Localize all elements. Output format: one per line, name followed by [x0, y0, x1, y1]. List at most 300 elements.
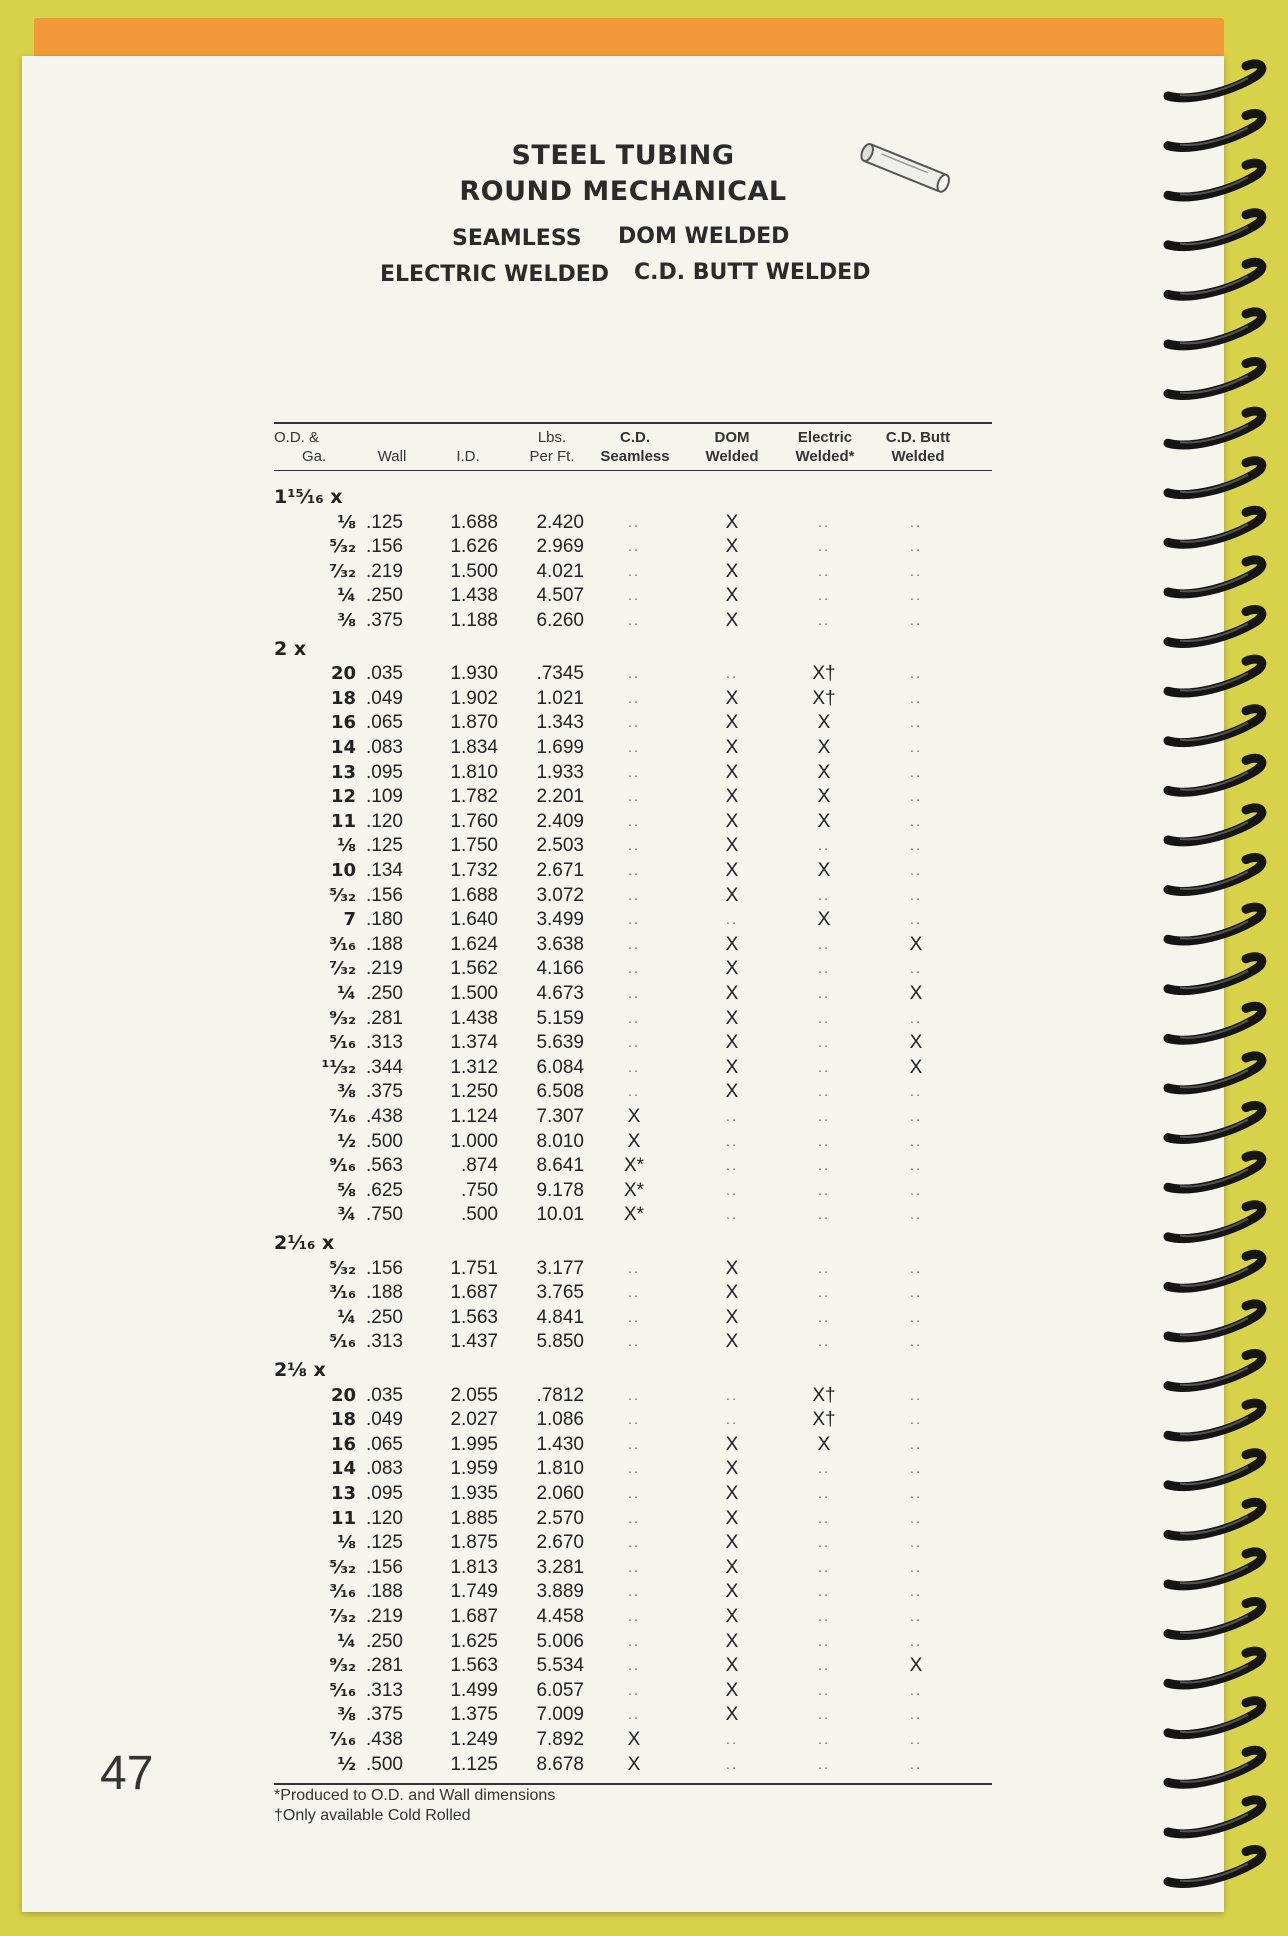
cell-ga: ⅜ — [337, 1704, 356, 1726]
table-row — [274, 1531, 992, 1555]
table-row — [274, 933, 992, 957]
table-bottom-rule — [274, 1783, 992, 1785]
cell-lbs: 2.060 — [536, 1483, 584, 1504]
cell-dom: .. — [725, 911, 739, 929]
cell-cds: .. — [627, 739, 641, 756]
cell-cds: .. — [627, 1608, 641, 1625]
cell-cds: X — [627, 1106, 641, 1127]
title-line-2: ROUND MECHANICAL — [459, 176, 787, 207]
cell-dom: X — [725, 610, 739, 631]
spiral-coil — [1168, 411, 1262, 445]
cell-id: 1.688 — [450, 884, 498, 906]
cell-cdb: .. — [909, 1435, 923, 1453]
cell-ga: 20 — [330, 1384, 356, 1406]
cell-cdb: .. — [909, 665, 923, 683]
table-row — [274, 1482, 992, 1506]
header-cdb-line2: Welded — [891, 448, 945, 465]
cell-ew: X — [817, 860, 831, 881]
cell-ga: 13 — [330, 761, 356, 783]
cell-lbs: 6.057 — [536, 1679, 584, 1701]
cell-wall: .180 — [366, 909, 403, 931]
cell-ga: ⅝ — [337, 1179, 356, 1201]
cell-cdb: .. — [909, 1706, 923, 1724]
cell-ga: ¹¹⁄₃₂ — [321, 1056, 356, 1078]
cell-cdb: .. — [909, 1386, 923, 1404]
cell-ew: .. — [817, 1632, 831, 1650]
header-dom-line1: DOM — [714, 429, 750, 446]
cell-ew: .. — [817, 1608, 831, 1625]
cell-ew: X† — [812, 663, 836, 685]
cell-id: 1.885 — [450, 1507, 498, 1529]
cell-lbs: 2.670 — [536, 1532, 584, 1554]
table-row — [274, 1457, 992, 1481]
cell-dom: X — [725, 983, 739, 1004]
cell-cdb: .. — [909, 1083, 923, 1101]
spiral-coil — [1168, 1602, 1262, 1636]
header-dom-welded — [694, 428, 770, 466]
cell-lbs: 8.010 — [536, 1130, 584, 1152]
header-cdb-line1: C.D. Butt — [885, 429, 951, 446]
cell-dom: .. — [725, 1157, 739, 1175]
cell-wall: .156 — [366, 536, 403, 558]
cell-ga: ⁵⁄₃₂ — [329, 884, 356, 906]
spiral-coil — [1168, 1502, 1262, 1536]
cell-id: 1.930 — [450, 663, 498, 685]
spiral-coil — [1168, 1403, 1262, 1437]
cell-dom: X — [725, 560, 739, 582]
cell-id: 1.375 — [450, 1704, 498, 1726]
spiral-coil — [1168, 1254, 1262, 1288]
cell-lbs: 5.850 — [536, 1331, 584, 1353]
cell-dom: X — [725, 1581, 739, 1603]
cell-ga: ⁵⁄₁₆ — [329, 1331, 356, 1353]
cell-cdb: .. — [909, 812, 923, 830]
cell-lbs: 8.641 — [536, 1155, 584, 1177]
cell-dom: X — [725, 1282, 739, 1304]
cell-lbs: 2.671 — [536, 860, 584, 881]
spiral-coil — [1168, 461, 1262, 495]
cell-wall: .109 — [366, 786, 403, 808]
cell-wall: .313 — [366, 1032, 403, 1054]
cell-ga: ⁷⁄₃₂ — [329, 560, 356, 582]
cell-ew: .. — [817, 886, 831, 904]
spiral-coil — [1168, 1850, 1262, 1884]
cell-cdb: X — [909, 1655, 923, 1677]
cell-wall: .188 — [366, 1282, 403, 1304]
cell-dom: X — [725, 835, 739, 857]
cell-ga: ¼ — [337, 1306, 356, 1328]
table-row — [274, 662, 992, 686]
cell-ew: X — [817, 786, 831, 808]
cell-ga: 12 — [330, 786, 356, 808]
cell-ga: 14 — [330, 737, 356, 758]
cell-cdb: .. — [909, 1411, 923, 1429]
cell-lbs: 4.673 — [536, 983, 584, 1004]
cell-dom: X — [725, 958, 739, 980]
group-label: 2¹⁄₁₆ x — [274, 1232, 335, 1254]
cell-cdb: .. — [909, 1157, 923, 1175]
cell-lbs: 4.458 — [536, 1606, 584, 1627]
cell-ew: X† — [812, 687, 836, 709]
cell-wall: .125 — [366, 835, 403, 857]
cell-ew: .. — [817, 1132, 831, 1150]
cell-id: 1.749 — [450, 1581, 498, 1603]
cell-lbs: 7.307 — [536, 1106, 584, 1127]
cell-lbs: 2.420 — [536, 511, 584, 533]
cell-id: 1.870 — [450, 712, 498, 734]
cell-wall: .313 — [366, 1679, 403, 1701]
spiral-coil — [1168, 1800, 1262, 1834]
table-top-rule — [274, 422, 992, 424]
cell-dom: X — [725, 933, 739, 955]
cell-ga: 11 — [330, 1507, 356, 1529]
cell-dom: X — [725, 1032, 739, 1054]
cell-cdb: .. — [909, 1583, 923, 1601]
cell-id: 1.438 — [450, 1007, 498, 1029]
cell-ew: X — [817, 810, 831, 832]
cell-wall: .083 — [366, 737, 403, 758]
cell-wall: .375 — [366, 610, 403, 631]
cell-cds: .. — [627, 1460, 641, 1478]
cell-ew: .. — [817, 1284, 831, 1302]
page-title — [22, 138, 1224, 210]
cell-ga: ⁹⁄₃₂ — [329, 1655, 356, 1677]
cell-cds: .. — [627, 587, 641, 605]
table-row — [274, 785, 992, 809]
cell-id: 1.760 — [450, 810, 498, 832]
cell-lbs: 3.072 — [536, 884, 584, 906]
cell-ga: ⁹⁄₃₂ — [329, 1007, 356, 1029]
cell-id: 1.124 — [450, 1106, 498, 1127]
table-row — [274, 1679, 992, 1703]
cell-wall: .625 — [366, 1179, 403, 1201]
cell-id: 1.250 — [450, 1081, 498, 1103]
cell-cdb: .. — [909, 1308, 923, 1326]
process-dom-welded: DOM WELDED — [618, 224, 790, 249]
cell-dom: X — [725, 1331, 739, 1353]
cell-cds: .. — [627, 689, 641, 707]
cell-cds: .. — [627, 960, 641, 978]
cell-cdb: .. — [909, 1485, 923, 1502]
cell-dom: X — [725, 1532, 739, 1554]
cell-id: 1.810 — [450, 761, 498, 783]
table-row — [274, 1384, 992, 1408]
cell-ga: ⁹⁄₁₆ — [329, 1155, 356, 1177]
cell-cds: .. — [627, 1632, 641, 1650]
footnote-dagger: †Only available Cold Rolled — [274, 1807, 471, 1825]
cell-id: 1.625 — [450, 1630, 498, 1652]
cell-cds: .. — [627, 1058, 641, 1076]
table-row — [274, 1728, 992, 1752]
cell-id: 1.499 — [450, 1679, 498, 1701]
cell-wall: .035 — [366, 663, 403, 685]
cell-lbs: .7812 — [536, 1384, 584, 1406]
cell-cds: .. — [627, 1386, 641, 1404]
table-header-rule — [274, 470, 992, 471]
cell-ew: X — [817, 712, 831, 734]
cell-lbs: 2.570 — [536, 1507, 584, 1529]
spiral-coil — [1168, 1701, 1262, 1735]
cell-lbs: 1.343 — [536, 712, 584, 734]
cell-lbs: 9.178 — [536, 1179, 584, 1201]
table-row — [274, 1408, 992, 1432]
cell-dom: X — [725, 536, 739, 558]
header-ew-line1: Electric — [797, 429, 853, 446]
table-row — [274, 1306, 992, 1330]
group-label: 2 x — [274, 637, 307, 660]
cell-lbs: 7.009 — [536, 1704, 584, 1726]
cell-wall: .344 — [366, 1056, 403, 1078]
cell-id: 1.437 — [450, 1331, 498, 1353]
cell-ga: ¼ — [337, 1630, 356, 1652]
cell-dom: X — [725, 810, 739, 832]
cell-cds: .. — [627, 538, 641, 556]
spiral-coil — [1168, 1006, 1262, 1040]
cell-ga: 11 — [330, 810, 356, 832]
cell-cdb: .. — [909, 788, 923, 806]
cell-ew: X† — [812, 1409, 836, 1431]
cell-wall: .438 — [366, 1729, 403, 1750]
cell-lbs: 5.534 — [536, 1655, 584, 1677]
cell-lbs: 10.01 — [536, 1204, 584, 1226]
spiral-coil — [1168, 1056, 1262, 1090]
cell-wall: .281 — [366, 1655, 403, 1677]
cell-ew: .. — [817, 1083, 831, 1101]
table-row — [274, 1179, 992, 1203]
page-number: 47 — [100, 1747, 154, 1800]
cell-ew: .. — [817, 1755, 831, 1773]
cell-id: 1.125 — [450, 1753, 498, 1775]
table-row — [274, 1703, 992, 1727]
cell-ew: .. — [817, 612, 831, 629]
cell-ew: .. — [817, 1157, 831, 1175]
header-cds-line1: C.D. — [620, 429, 650, 446]
cell-dom: X — [725, 1306, 739, 1328]
cell-wall: .563 — [366, 1155, 403, 1177]
cell-dom: X — [725, 1704, 739, 1726]
cell-cds: .. — [627, 1284, 641, 1302]
header-cd-butt-welded — [878, 428, 958, 466]
cell-ew: .. — [817, 562, 831, 580]
cell-lbs: 3.765 — [536, 1282, 584, 1304]
cell-wall: .750 — [366, 1204, 403, 1226]
cell-id: 1.000 — [450, 1130, 498, 1152]
cell-ga: ⁵⁄₃₂ — [329, 536, 356, 558]
header-od-ga — [274, 428, 334, 466]
cell-cds: .. — [627, 1681, 641, 1699]
cell-id: 1.750 — [450, 835, 498, 857]
spiral-coil — [1168, 1155, 1262, 1189]
header-ew-line2: Welded* — [795, 448, 855, 465]
spiral-coil — [1168, 907, 1262, 941]
cell-wall: .065 — [366, 1433, 403, 1455]
table-row — [274, 711, 992, 735]
table-row — [274, 957, 992, 981]
cell-cds: .. — [627, 1706, 641, 1724]
cell-cds: .. — [627, 714, 641, 732]
cell-dom: X — [725, 860, 739, 881]
cell-ew: .. — [817, 1485, 831, 1502]
table-row — [274, 1630, 992, 1654]
cell-ga: 16 — [330, 1433, 356, 1455]
cell-lbs: 6.260 — [536, 610, 584, 631]
cell-dom: .. — [725, 665, 739, 683]
table-row — [274, 1031, 992, 1055]
table-row — [274, 1556, 992, 1580]
header-id: I.D. — [456, 448, 480, 465]
cell-wall: .188 — [366, 933, 403, 955]
cell-dom: X — [725, 884, 739, 906]
cell-cdb: .. — [909, 739, 923, 756]
table-row — [274, 859, 992, 883]
cell-wall: .375 — [366, 1081, 403, 1103]
cell-id: .750 — [461, 1179, 498, 1201]
cell-wall: .250 — [366, 983, 403, 1004]
header-cd-seamless — [592, 428, 678, 466]
cell-id: 1.834 — [450, 737, 498, 758]
cell-ga: ½ — [337, 1753, 356, 1775]
header-od-ga-line1: O.D. & — [274, 429, 320, 446]
cell-wall: .134 — [366, 860, 403, 881]
cell-dom: X — [725, 761, 739, 783]
cell-wall: .156 — [366, 1556, 403, 1578]
table-row — [274, 1605, 992, 1629]
group-label: 2⅛ x — [274, 1359, 326, 1381]
cell-cdb: .. — [909, 513, 923, 531]
cell-lbs: 5.159 — [536, 1007, 584, 1029]
cell-cdb: .. — [909, 1534, 923, 1552]
cell-cds: X — [627, 1753, 641, 1775]
cell-dom: .. — [725, 1411, 739, 1429]
cell-wall: .065 — [366, 712, 403, 734]
cell-ga: ³⁄₁₆ — [329, 1282, 356, 1304]
cell-cds: .. — [627, 1411, 641, 1429]
cell-wall: .281 — [366, 1007, 403, 1029]
cell-cdb: .. — [909, 1608, 923, 1625]
table-row — [274, 687, 992, 711]
spiral-coil — [1168, 709, 1262, 743]
cell-lbs: .7345 — [536, 663, 584, 685]
cell-ga: ³⁄₁₆ — [329, 1581, 356, 1603]
table-row — [274, 1654, 992, 1678]
spiral-coil — [1168, 64, 1262, 98]
cell-ga: 18 — [330, 1409, 356, 1431]
cell-cdb: .. — [909, 1132, 923, 1150]
cell-wall: .156 — [366, 884, 403, 906]
cell-cdb: .. — [909, 1108, 923, 1125]
table-row — [274, 834, 992, 858]
cell-id: 1.902 — [450, 687, 498, 709]
cell-dom: X — [725, 1507, 739, 1529]
spiral-coil — [1168, 213, 1262, 247]
cell-id: 1.563 — [450, 1306, 498, 1328]
cell-cds: .. — [627, 1333, 641, 1351]
cell-id: 1.732 — [450, 860, 498, 881]
cell-cds: .. — [627, 911, 641, 929]
cell-id: 1.640 — [450, 909, 498, 931]
cell-ga: ⁵⁄₁₆ — [329, 1679, 356, 1701]
cell-ga: 13 — [330, 1483, 356, 1504]
cell-dom: X — [725, 511, 739, 533]
cell-dom: X — [725, 1257, 739, 1279]
cell-lbs: 2.503 — [536, 835, 584, 857]
cell-wall: .375 — [366, 1704, 403, 1726]
cell-ew: .. — [817, 960, 831, 978]
header-lbs-per-ft — [514, 428, 590, 466]
cell-cds: .. — [627, 612, 641, 629]
cell-ew: .. — [817, 1731, 831, 1748]
cell-ga: 18 — [330, 687, 356, 709]
header-lbs-line1: Lbs. — [537, 429, 567, 446]
cell-cds: .. — [627, 1558, 641, 1576]
cell-id: .874 — [461, 1155, 498, 1177]
table-row — [274, 584, 992, 608]
spiral-coil — [1168, 957, 1262, 991]
spiral-coil — [1168, 114, 1262, 148]
cell-cdb: .. — [909, 1181, 923, 1199]
cell-id: .500 — [461, 1204, 498, 1226]
cell-dom: .. — [725, 1181, 739, 1199]
cell-dom: .. — [725, 1132, 739, 1150]
cell-cdb: .. — [909, 1681, 923, 1699]
cell-cds: .. — [627, 1083, 641, 1101]
cell-cds: .. — [627, 812, 641, 830]
cell-cds: .. — [627, 1583, 641, 1601]
cell-cdb: .. — [909, 1558, 923, 1576]
cell-ga: ⁷⁄₃₂ — [329, 958, 356, 980]
cell-ga: ⁵⁄₃₂ — [329, 1257, 356, 1279]
cell-ew: X — [817, 737, 831, 758]
table-row — [274, 1753, 992, 1777]
process-seamless: SEAMLESS — [452, 226, 582, 251]
table-row — [274, 982, 992, 1006]
cell-ga: ⅜ — [337, 1081, 356, 1103]
cell-dom: X — [725, 737, 739, 758]
spiral-coil — [1168, 1106, 1262, 1140]
cell-cdb: X — [909, 1056, 923, 1078]
cell-ga: 14 — [330, 1458, 356, 1480]
header-cds-line2: Seamless — [600, 448, 670, 465]
cell-wall: .095 — [366, 761, 403, 783]
header-dom-line2: Welded — [705, 448, 759, 465]
cell-lbs: 4.021 — [536, 560, 584, 582]
cell-id: 2.027 — [450, 1409, 498, 1431]
cell-cds: .. — [627, 562, 641, 580]
table-row — [274, 810, 992, 834]
cell-ga: 16 — [330, 712, 356, 734]
spiral-coil — [1168, 262, 1262, 296]
spiral-coil — [1168, 610, 1262, 644]
cell-cdb: .. — [909, 612, 923, 629]
cell-dom: X — [725, 1056, 739, 1078]
cell-id: 1.500 — [450, 983, 498, 1004]
cell-ew: .. — [817, 1259, 831, 1277]
cell-ew: .. — [817, 1308, 831, 1326]
spiral-coil — [1168, 1205, 1262, 1239]
cell-cdb: .. — [909, 538, 923, 556]
group-label: 1¹⁵⁄₁₆ x — [274, 486, 343, 508]
cell-ew: .. — [817, 1206, 831, 1224]
cell-id: 1.935 — [450, 1483, 498, 1504]
cell-ga: ⅛ — [337, 511, 356, 533]
cell-lbs: 3.889 — [536, 1581, 584, 1603]
cell-dom: X — [725, 712, 739, 734]
cell-ga: ¾ — [337, 1204, 356, 1226]
cell-wall: .049 — [366, 687, 403, 709]
cell-wall: .120 — [366, 810, 403, 832]
cell-lbs: 1.810 — [536, 1458, 584, 1480]
cell-lbs: 6.508 — [536, 1081, 584, 1103]
